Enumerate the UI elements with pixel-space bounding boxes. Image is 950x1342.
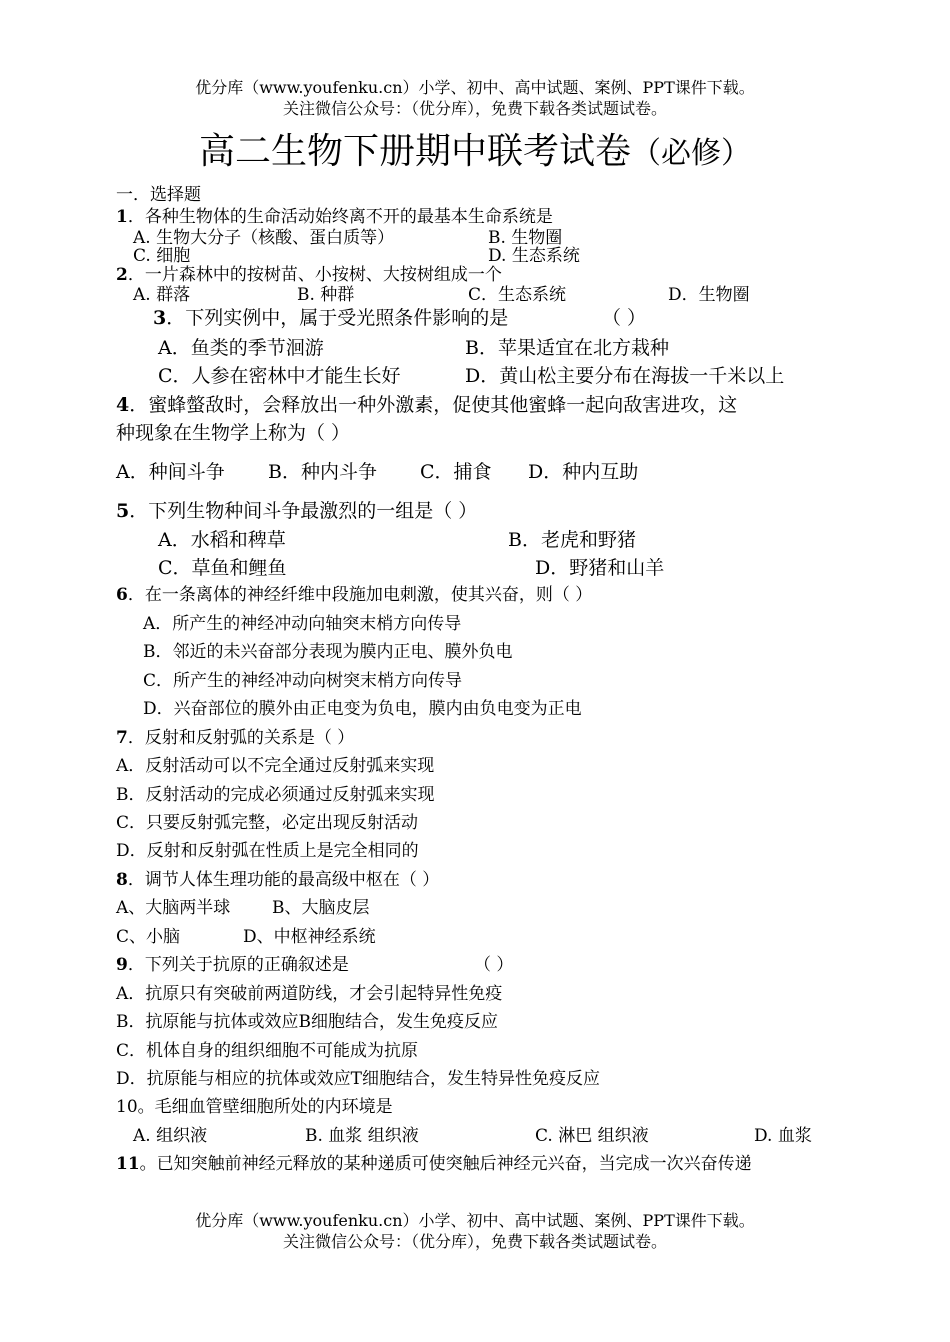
question-text: ．一片森林中的按树苗、小按树、大按树组成一个 — [127, 265, 502, 285]
q3-option-c: C．人参在密林中才能生长好 — [158, 365, 401, 387]
q3-answer-paren: （ ） — [602, 307, 647, 329]
q3-option-b: B．苹果适宜在北方栽种 — [465, 337, 669, 359]
q3-option-d: D．黄山松主要分布在海拔一千米以上 — [465, 365, 785, 387]
q1-option-b: B. 生物圈 — [488, 228, 563, 248]
question-text: ．蜜蜂螫敌时，会释放出一种外激素，促使其他蜜蜂一起向敌害进攻，这 — [129, 394, 738, 416]
footer-line-1: 优分库（www.youfenku.cn）小学、初中、高中试题、案例、PPT课件下载。 — [195, 1211, 755, 1230]
q9-answer-paren: （ ） — [474, 955, 514, 975]
q6-option-b: B．邻近的未兴奋部分表现为膜内正电、膜外负电 — [143, 642, 513, 662]
question-number: 5 — [116, 500, 130, 522]
q4-option-a: A．种间斗争 — [116, 461, 225, 483]
question-11 — [116, 1154, 752, 1174]
question-number: 6 — [116, 585, 128, 605]
q4-option-c: C．捕食 — [420, 461, 492, 483]
section-heading: 一．选择题 — [116, 185, 201, 205]
question-number: 11 — [116, 1154, 140, 1174]
q5-option-b: B．老虎和野猪 — [508, 529, 636, 551]
question-number: 1 — [116, 207, 128, 227]
question-1 — [116, 207, 553, 227]
q5-option-c: C．草鱼和鲤鱼 — [158, 557, 287, 579]
q8-option-c: C、小脑 — [116, 927, 181, 947]
header-line-1: 优分库（www.youfenku.cn）小学、初中、高中试题、案例、PPT课件下载。 — [195, 78, 755, 97]
q8-option-d: D、中枢神经系统 — [243, 927, 376, 947]
footer-line-2: 关注微信公众号：（优分库），免费下载各类试题试卷。 — [282, 1232, 667, 1251]
question-4-cont: 种现象在生物学上称为（ ） — [116, 422, 351, 444]
q5-option-a: A．水稻和稗草 — [158, 529, 286, 551]
q1-option-d: D. 生态系统 — [488, 246, 580, 266]
question-6 — [116, 585, 592, 605]
question-text: ．下列实例中，属于受光照条件影响的是 — [166, 307, 509, 329]
question-text: ．下列生物种间斗争最激烈的一组是（ ） — [129, 500, 478, 522]
question-10 — [116, 1097, 393, 1117]
q6-option-d: D．兴奋部位的膜外由正电变为负电，膜内由负电变为正电 — [143, 699, 582, 719]
q2-option-a: A. 群落 — [133, 285, 191, 305]
q1-option-c: C. 细胞 — [133, 246, 191, 266]
question-text: ．在一条离体的神经纤维中段施加电刺激，使其兴奋，则（ ） — [127, 585, 593, 605]
question-text: ．各种生物体的生命活动始终离不开的最基本生命系统是 — [127, 207, 553, 227]
q2-option-c: C．生态系统 — [468, 285, 567, 305]
question-number: 8 — [116, 870, 128, 890]
question-9 — [116, 955, 349, 975]
question-7 — [116, 728, 354, 748]
q6-option-a: A．所产生的神经冲动向轴突末梢方向传导 — [143, 614, 462, 634]
q7-option-b: B．反射活动的完成必须通过反射弧来实现 — [116, 785, 435, 805]
question-number: 2 — [116, 265, 128, 285]
question-text: ．反射和反射弧的关系是（ ） — [127, 728, 355, 748]
q7-option-d: D．反射和反射弧在性质上是完全相同的 — [116, 841, 419, 861]
q10-option-c: C. 淋巴 组织液 — [535, 1126, 649, 1146]
q7-option-a: A．反射活动可以不完全通过反射弧来实现 — [116, 756, 435, 776]
question-number: 4 — [116, 394, 130, 416]
q4-option-d: D．种内互助 — [528, 461, 639, 483]
q10-option-d: D. 血浆 — [754, 1126, 812, 1146]
q5-option-d: D．野猪和山羊 — [535, 557, 665, 579]
question-3 — [153, 306, 508, 330]
question-8 — [116, 870, 439, 890]
question-text: ．下列关于抗原的正确叙述是 — [127, 955, 349, 975]
question-number: 9 — [116, 955, 128, 975]
q9-option-a: A．抗原只有突破前两道防线，才会引起特异性免疫 — [116, 984, 503, 1004]
q1-option-a: A. 生物大分子（核酸、蛋白质等） — [133, 228, 395, 248]
q2-option-b: B. 种群 — [297, 285, 355, 305]
q6-option-c: C．所产生的神经冲动向树突末梢方向传导 — [143, 671, 463, 691]
question-text: 。毛细血管壁细胞所处的内环境是 — [137, 1097, 393, 1117]
header-line-2: 关注微信公众号：（优分库），免费下载各类试题试卷。 — [282, 99, 667, 118]
q9-option-c: C．机体自身的组织细胞不可能成为抗原 — [116, 1041, 419, 1061]
q7-option-c: C．只要反射弧完整，必定出现反射活动 — [116, 813, 419, 833]
question-text: 。已知突触前神经元释放的某种递质可使突触后神经元兴奋，当完成一次兴奋传递 — [139, 1154, 752, 1174]
q9-option-b: B．抗原能与抗体或效应B细胞结合，发生免疫反应 — [116, 1012, 498, 1032]
q8-option-a: A、大脑两半球 — [116, 898, 231, 918]
title-main: 高二生物下册期中联考试卷 — [198, 131, 631, 172]
title-paren: （必修） — [631, 136, 751, 171]
q2-option-d: D．生物圈 — [668, 285, 750, 305]
question-text: ．调节人体生理功能的最高级中枢在（ ） — [127, 870, 440, 890]
question-number: 3 — [153, 307, 167, 329]
question-5 — [116, 499, 477, 523]
page-title — [0, 130, 950, 176]
question-number: 7 — [116, 728, 128, 748]
q10-option-a: A. 组织液 — [133, 1126, 208, 1146]
q9-option-d: D．抗原能与相应的抗体或效应T细胞结合，发生特异性免疫反应 — [116, 1069, 600, 1089]
q3-option-a: A．鱼类的季节洄游 — [158, 337, 324, 359]
question-4 — [116, 393, 737, 417]
question-number: 10 — [116, 1097, 138, 1117]
q4-option-b: B．种内斗争 — [268, 461, 377, 483]
q10-option-b: B. 血浆 组织液 — [305, 1126, 419, 1146]
question-2 — [116, 265, 502, 285]
q8-option-b: B、大脑皮层 — [272, 898, 370, 918]
